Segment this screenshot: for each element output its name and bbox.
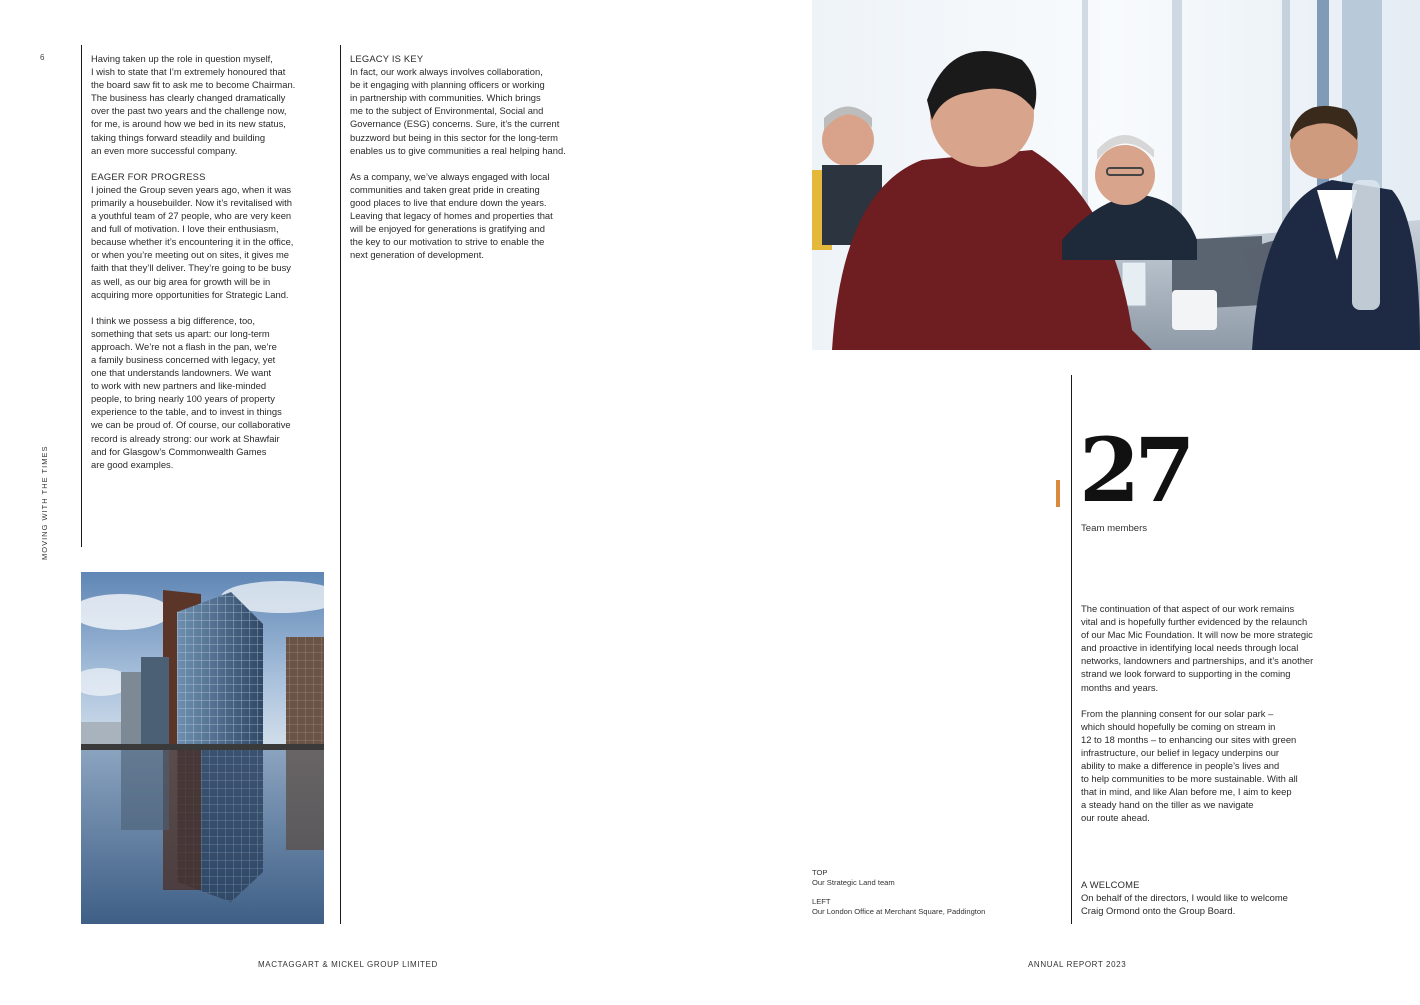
paragraph: From the planning consent for our solar park – which should hopefully be coming on stream in 12 to 18 months – to enhancing our sites with green infrastructure, our belief in legacy underpins our ability to make a difference in people’s lives and to help communities to be more sustainable. With all that in mind, and like Alan before me, I aim to keep a steady hand on the tiller as we navigate our route ahead. bbox=[1081, 707, 1298, 824]
intro-paragraph: Having taken up the role in question myself, I wish to state that I’m extremely honoured that the board saw fit to ask me to become Chairman. The business has clearly changed dramatically over the past two years and the challenge now, for me, is around how we bed in its new status, taking things forward steadily and building an even more successful company. bbox=[91, 53, 296, 156]
caption-top-text: Our Strategic Land team bbox=[812, 877, 895, 887]
section-heading-eager: EAGER FOR PROGRESS bbox=[91, 170, 206, 182]
column-right bbox=[1081, 602, 1331, 825]
caption-top-label: TOP bbox=[812, 868, 828, 877]
accent-bar bbox=[1056, 480, 1060, 507]
footer-report: ANNUAL REPORT 2023 bbox=[1028, 960, 1127, 969]
rule-col3 bbox=[1071, 375, 1072, 924]
paragraph: On behalf of the directors, I would like to welcome Craig Ormond onto the Group Board. bbox=[1081, 892, 1288, 917]
caption-left-label: LEFT bbox=[812, 897, 831, 906]
rule-col2 bbox=[340, 45, 341, 924]
paragraph: In fact, our work always involves collaboration, be it engaging with planning officers or working in partnership with communities. Which brings me to the subject of Environmental, Social and Governance (ESG) concerns. Sure, it’s the current buzzword but being in this sector for the long-term enables us to give communities a real helping hand. bbox=[350, 66, 566, 156]
section-heading-welcome: A WELCOME bbox=[1081, 879, 1140, 890]
paragraph: I joined the Group seven years ago, when it was primarily a housebuilder. Now it’s revitalised with a youthful team of 27 people, who are very keen and full of motivation. I love their enthusiasm, because whether it’s encountering it in the office, or when you’re meeting out on sites, it gives me faith that they’ll deliver. They’re going to be busy as well, as our big area for growth will be in acquiring more opportunities for Strategic Land. bbox=[91, 183, 294, 300]
side-label-wrapper bbox=[40, 445, 50, 680]
paragraph: The continuation of that aspect of our work remains vital and is hopefully further evidenced by the relaunch of our Mac Mic Foundation. It will now be more strategic and proactive in identifying local needs through local networks, landowners and partnerships, and it’s another strand we look forward to supporting in the coming months and years. bbox=[1081, 603, 1314, 693]
section-heading-legacy: LEGACY IS KEY bbox=[350, 53, 424, 64]
page-number-left: 6 bbox=[40, 53, 45, 62]
stat-label: Team members bbox=[1081, 523, 1148, 534]
paragraph: I think we possess a big difference, too, something that sets us apart: our long-term approach. We’re not a flash in the pan, we’re a family business concerned with legacy, yet one that understands landowners. We want to work with new partners and like-minded people, to bring nearly 100 years of property experience to the table, and to invest in things we can be proud of. Of course, our collaborative record is already strong: our work at Shawfair and for Glasgow’s Commonwealth Games are good examples. bbox=[91, 314, 291, 470]
photo-captions bbox=[812, 868, 1052, 916]
footer-company: MACTAGGART & MICKEL GROUP LIMITED bbox=[258, 960, 438, 969]
paragraph: As a company, we’ve always engaged with local communities and taken great pride in creating good places to live that endure down the years. Leaving that legacy of homes and properties that will be enjoyed for generations is gratifying and the key to our motivation to strive to enable the next generation of development. bbox=[350, 170, 553, 261]
rule-col1 bbox=[81, 45, 82, 547]
caption-left-text: Our London Office at Merchant Square, Paddington bbox=[812, 906, 986, 916]
welcome-block bbox=[1081, 878, 1331, 917]
column-left bbox=[91, 52, 331, 471]
side-label: MOVING WITH THE TIMES bbox=[40, 445, 49, 560]
column-middle bbox=[350, 52, 590, 261]
stat-value: 27 bbox=[1079, 418, 1190, 522]
photo-merchant-square-office bbox=[81, 572, 324, 924]
photo-strategic-land-team bbox=[812, 0, 1420, 350]
